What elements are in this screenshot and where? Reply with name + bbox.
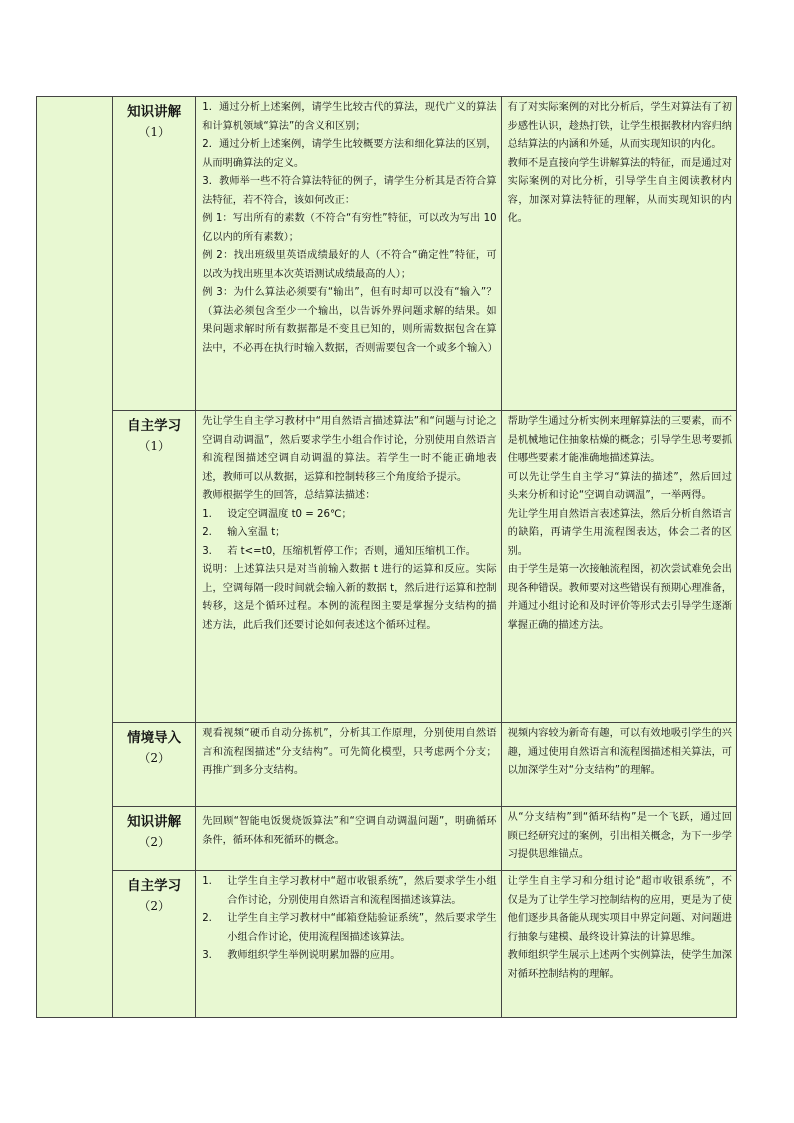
row-label-cell (113, 807, 196, 871)
activity-paragraph: 3．教师举一些不符合算法特征的例子，请学生分析其是否符合算法特征，若不符合，该如何改正： (202, 176, 497, 206)
row-label-cell (113, 723, 196, 807)
row-sublabel: （2） (138, 835, 170, 849)
row-label: 自主学习 (127, 878, 182, 894)
purpose-paragraph: 教师不是直接向学生讲解算法的特征，而是通过对实际案例的对比分析，引导学生自主阅读教材内容，加深对算法特征的理解，从而实现知识的内化。 (507, 157, 732, 224)
row-label-cell (113, 97, 196, 411)
activity-note: 说明：上述算法只是对当前输入数据 t 进行的运算和反应。实际上，空调每隔一段时间就会输入新的数据 t，然后进行运算和控制转移，这是个循环过程。本例的流程图主要是掌握分支结构的描述方法，此后我们还要讨论如何表述这个循环过程。 (202, 564, 497, 631)
activity-paragraph: 2．通过分析上述案例，请学生比较概要方法和细化算法的区别，从而明确算法的定义。 (202, 139, 497, 169)
row-label: 知识讲解 (127, 814, 182, 830)
list-item: 3. 若 t<=t0，压缩机暂停工作；否则，通知压缩机工作。 (202, 545, 476, 557)
activity-paragraph: 例 3：为什么算法必须要有“输出”，但有时却可以没有“输入”？（算法必须包含至少一个输出，以告诉外界问题求解的结果。如果问题求解时所有数据都是不变且已知的，则所需数据包含在算法中，不必再在执行时输入数据，否则需要包含一个或多个输入） (202, 287, 498, 354)
row-label: 情境导入 (127, 730, 182, 746)
lesson-plan-table (36, 96, 737, 1018)
task-list (202, 873, 496, 966)
list-item: 1. 设定空调温度 t0 = 26℃； (202, 508, 352, 520)
purpose-paragraph: 先让学生用自然语言表述算法，然后分析自然语言的缺陷，再请学生用流程图表达，体会二者的区别。 (507, 508, 732, 557)
purpose-cell (501, 871, 736, 1018)
stage-column-cell (37, 97, 113, 1018)
activity-cell (196, 723, 501, 807)
activity-cell (196, 97, 501, 411)
purpose-cell (501, 723, 736, 807)
row-label-cell (113, 411, 196, 723)
activity-paragraph: 先让学生自主学习教材中“用自然语言描述算法”和“问题与讨论之空调自动调温”，然后要求学生小组合作讨论，分别使用自然语言和流程图描述空调自动调温的算法。若学生一时不能正确地表述，教师可以从数据，运算和控制转移三个角度给予提示。 (202, 416, 497, 483)
list-item: 1. 让学生自主学习教材中“超市收银系统”，然后要求学生小组合作讨论，分别使用自然语言和流程图描述该算法。 (202, 876, 497, 906)
activity-paragraph: 观看视频“硬币自动分拣机”，分析其工作原理，分别使用自然语言和流程图描述“分支结构”。可先简化模型，只考虑两个分支；再推广到多分支结构。 (202, 728, 497, 776)
purpose-paragraph: 教师组织学生展示上述两个实例算法，使学生加深对循环控制结构的理解。 (507, 950, 732, 980)
row-label: 知识讲解 (127, 104, 182, 120)
table-row (37, 411, 737, 723)
activity-cell (196, 871, 501, 1018)
row-sublabel: （1） (138, 439, 170, 453)
purpose-cell (501, 97, 736, 411)
purpose-paragraph: 让学生自主学习和分组讨论“超市收银系统”，不仅是为了让学生学习控制结构的应用，更是为了使他们逐步具备能从现实项目中界定问题、对问题进行抽象与建模、最终设计算法的计算思维。 (507, 876, 732, 943)
table-row (37, 723, 737, 807)
purpose-paragraph: 可以先让学生自主学习“算法的描述”，然后回过头来分析和讨论“空调自动调温”，一举两得。 (507, 471, 732, 501)
row-label-cell (113, 871, 196, 1018)
activity-paragraph: 先回顾“智能电饭煲烧饭算法”和“空调自动调温问题”，明确循环条件，循环体和死循环的概念。 (202, 816, 497, 846)
row-label: 自主学习 (127, 418, 182, 434)
purpose-cell (501, 807, 736, 871)
purpose-paragraph: 从“分支结构”到“循环结构”是一个飞跃，通过回顾已经研究过的案例，引出相关概念，为下一步学习提供思维锚点。 (507, 812, 732, 860)
row-sublabel: （2） (138, 751, 170, 765)
row-sublabel: （1） (138, 125, 170, 139)
purpose-paragraph: 由于学生是第一次接触流程图，初次尝试难免会出现各种错误。教师要对这些错误有预期心理准备，并通过小组讨论和及时评价等形式去引导学生逐渐掌握正确的描述方法。 (507, 564, 732, 631)
table-row (37, 871, 737, 1018)
purpose-paragraph: 帮助学生通过分析实例来理解算法的三要素，而不是机械地记住抽象枯燥的概念；引导学生思考要抓住哪些要素才能准确地描述算法。 (507, 416, 732, 464)
activity-paragraph: 例 1：写出所有的素数（不符合“有穷性”特征，可以改为写出 10 亿以内的所有素数）； (202, 213, 497, 243)
activity-paragraph: 例 2：找出班级里英语成绩最好的人（不符合“确定性”特征，可以改为找出班里本次英语测试成绩最高的人）； (202, 250, 497, 280)
table-row (37, 97, 737, 411)
algorithm-steps-list (202, 506, 496, 562)
list-item: 2. 输入室温 t； (202, 527, 286, 538)
table-row (37, 807, 737, 871)
purpose-cell (501, 411, 736, 723)
row-sublabel: （2） (138, 899, 170, 913)
list-item: 3. 教师组织学生举例说明累加器的应用。 (202, 950, 401, 961)
purpose-paragraph: 视频内容较为新奇有趣，可以有效地吸引学生的兴趣，通过使用自然语言和流程图描述相关算法，可以加深学生对“分支结构”的理解。 (507, 728, 732, 776)
list-item: 2. 让学生自主学习教材中“邮箱登陆验证系统”，然后要求学生小组合作讨论，使用流程图描述该算法。 (202, 913, 497, 943)
activity-paragraph: 教师根据学生的回答，总结算法描述： (202, 490, 376, 501)
activity-cell (196, 807, 501, 871)
activity-paragraph: 1．通过分析上述案例，请学生比较古代的算法，现代广义的算法和计算机领域“算法”的含义和区别； (202, 102, 497, 132)
activity-cell (196, 411, 501, 723)
purpose-paragraph: 有了对实际案例的对比分析后，学生对算法有了初步感性认识，趁热打铁，让学生根据教材内容归纳总结算法的内涵和外延，从而实现知识的内化。 (507, 102, 732, 150)
